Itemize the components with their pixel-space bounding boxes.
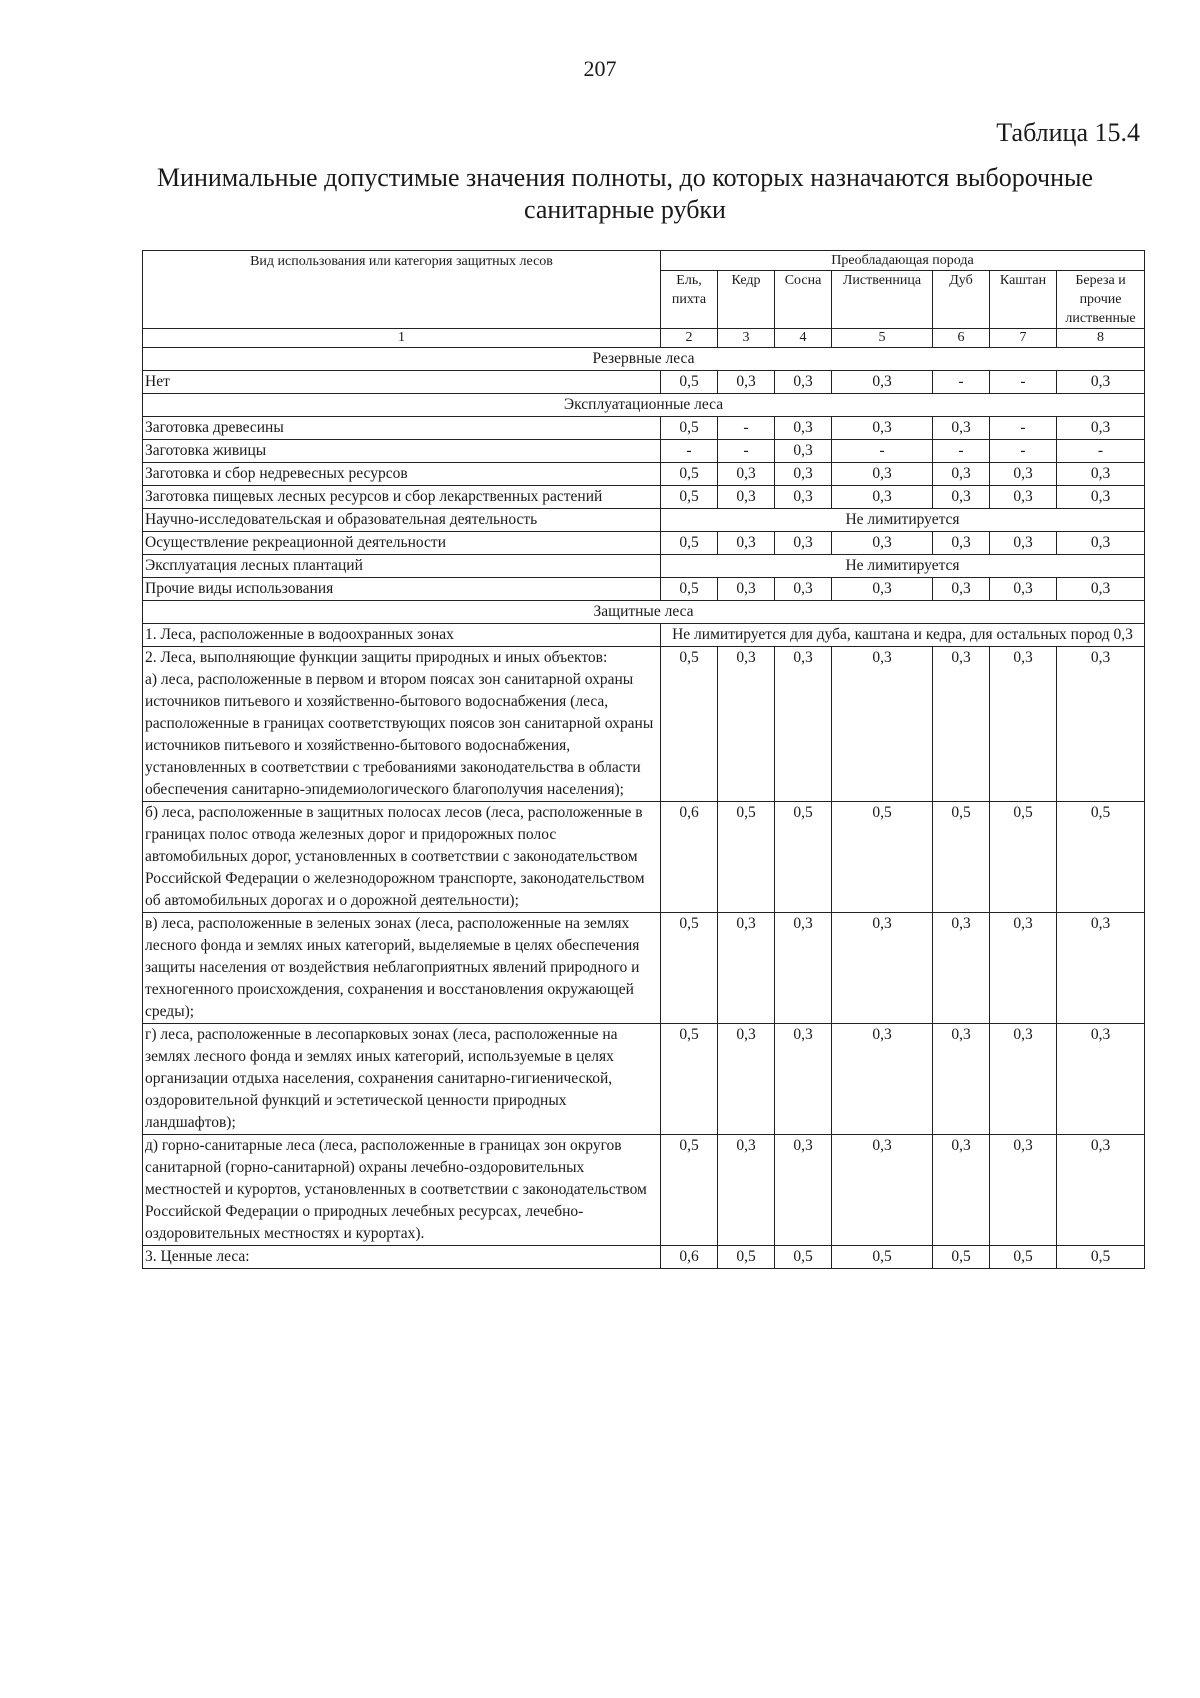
density-value-cell: 0,3	[775, 913, 832, 1024]
section-row	[143, 394, 1145, 417]
density-value-cell: 0,3	[832, 486, 933, 509]
density-value-cell: 0,5	[832, 1246, 933, 1269]
density-value-cell: 0,3	[775, 440, 832, 463]
header-usage-category: Вид использования или категория защитных лесов	[143, 251, 661, 329]
density-value-cell: 0,3	[1057, 417, 1145, 440]
density-value-cell: 0,3	[990, 532, 1057, 555]
row-name: 2. Леса, выполняющие функции защиты природных и иных объектов: а) леса, расположенные в первом и втором поясах зон санитарной охраны источников питьевого и хозяйственно-бытового водоснабжения (леса, расположенные в границах соответствующих поясов зон санитарной охраны источников питьевого и хозяйственно-бытового водоснабжения, установленных в соответствии с требованиями законодательства в области обеспечения санитарно-эпидемиологического благополучия населения);	[143, 647, 661, 802]
density-value-cell: -	[990, 417, 1057, 440]
row-name: Научно-исследовательская и образовательная деятельность	[143, 509, 661, 532]
row-name: б) леса, расположенные в защитных полосах лесов (леса, расположенные в границах полос отвода железных дорог и придорожных полос автомобильных дорог, установленных в соответствии с законодательством Российской Федерации о железнодорожном транспорте, законодательством об автомобильных дорогах и о дорожной деятельности);	[143, 802, 661, 913]
header-species-spruce-fir: Ель, пихта	[661, 271, 718, 329]
column-index: 6	[933, 329, 990, 348]
density-value-cell: 0,3	[933, 578, 990, 601]
density-value-cell: 0,3	[990, 486, 1057, 509]
density-value-cell: 0,3	[933, 913, 990, 1024]
column-index: 7	[990, 329, 1057, 348]
density-value-cell: 0,3	[718, 486, 775, 509]
column-index: 3	[718, 329, 775, 348]
row-name: г) леса, расположенные в лесопарковых зонах (леса, расположенные на землях лесного фонда и землях иных категорий, используемые в целях организации отдыха населения, сохранения санитарно-гигиенической, оздоровительной функций и эстетической ценности природных ландшафтов);	[143, 1024, 661, 1135]
row-name: Нет	[143, 371, 661, 394]
density-value-cell: -	[718, 440, 775, 463]
density-value-cell: 0,3	[832, 1024, 933, 1135]
row-name: Заготовка древесины	[143, 417, 661, 440]
density-value-cell: -	[933, 440, 990, 463]
density-value-cell: 0,3	[933, 647, 990, 802]
density-value-cell: 0,3	[775, 1135, 832, 1246]
row-merged-value: Не лимитируется	[661, 509, 1145, 532]
density-value-cell: 0,3	[775, 371, 832, 394]
density-value-cell: 0,3	[832, 1135, 933, 1246]
header-species-larch: Лиственница	[832, 271, 933, 329]
row-name: 1. Леса, расположенные в водоохранных зонах	[143, 624, 661, 647]
header-dominant-species: Преобладающая порода	[661, 251, 1145, 271]
density-value-cell: 0,3	[1057, 647, 1145, 802]
density-value-cell: 0,3	[990, 1024, 1057, 1135]
density-value-cell: 0,5	[718, 1246, 775, 1269]
column-index: 4	[775, 329, 832, 348]
density-value-cell: -	[661, 440, 718, 463]
density-value-cell: 0,5	[1057, 1246, 1145, 1269]
density-value-cell: 0,5	[990, 802, 1057, 913]
row-merged-value: Не лимитируется	[661, 555, 1145, 578]
density-value-cell: 0,5	[832, 802, 933, 913]
header-species-oak: Дуб	[933, 271, 990, 329]
density-value-cell: 0,3	[718, 578, 775, 601]
density-value-cell: 0,3	[990, 578, 1057, 601]
table-row	[143, 913, 1145, 1024]
density-value-cell: 0,3	[1057, 578, 1145, 601]
column-index: 1	[143, 329, 661, 348]
header-species-chestnut: Каштан	[990, 271, 1057, 329]
table-row	[143, 486, 1145, 509]
table-row	[143, 802, 1145, 913]
density-value-cell: 0,3	[933, 417, 990, 440]
density-value-cell: 0,3	[1057, 532, 1145, 555]
table-row	[143, 1135, 1145, 1246]
density-value-cell: 0,3	[933, 1135, 990, 1246]
density-value-cell: 0,5	[718, 802, 775, 913]
density-value-cell: 0,5	[661, 486, 718, 509]
density-value-cell: 0,3	[718, 532, 775, 555]
density-value-cell: 0,5	[661, 1135, 718, 1246]
density-value-cell: 0,3	[933, 486, 990, 509]
density-value-cell: 0,3	[1057, 463, 1145, 486]
density-value-cell: 0,5	[775, 802, 832, 913]
section-title: Эксплуатационные леса	[143, 394, 1145, 417]
row-name: Заготовка живицы	[143, 440, 661, 463]
density-value-cell: 0,3	[718, 913, 775, 1024]
density-value-cell: 0,5	[775, 1246, 832, 1269]
table-label: Таблица 15.4	[996, 118, 1140, 147]
density-value-cell: 0,3	[832, 417, 933, 440]
section-title: Резервные леса	[143, 348, 1145, 371]
density-value-cell: -	[933, 371, 990, 394]
row-merged-value: Не лимитируется для дуба, каштана и кедра, для остальных пород 0,3	[661, 624, 1145, 647]
density-value-cell: 0,5	[661, 463, 718, 486]
table-row	[143, 417, 1145, 440]
section-row	[143, 348, 1145, 371]
table-title: Минимальные допустимые значения полноты, до которых назначаются выборочные санитарные рубки	[156, 163, 1094, 224]
density-value-cell: 0,3	[718, 1135, 775, 1246]
row-name: Заготовка и сбор недревесных ресурсов	[143, 463, 661, 486]
section-row	[143, 601, 1145, 624]
density-value-cell: 0,5	[933, 802, 990, 913]
row-name: 3. Ценные леса:	[143, 1246, 661, 1269]
density-value-cell: -	[990, 440, 1057, 463]
density-value-cell: 0,3	[718, 647, 775, 802]
density-value-cell: 0,5	[661, 578, 718, 601]
table-row	[143, 624, 1145, 647]
page-number: 207	[583, 56, 617, 81]
density-value-cell: 0,3	[933, 1024, 990, 1135]
density-value-cell: -	[990, 371, 1057, 394]
table-row	[143, 371, 1145, 394]
table-row	[143, 440, 1145, 463]
density-value-cell: 0,3	[832, 371, 933, 394]
density-value-cell: 0,3	[718, 1024, 775, 1135]
column-index: 5	[832, 329, 933, 348]
row-name: Заготовка пищевых лесных ресурсов и сбор лекарственных растений	[143, 486, 661, 509]
density-value-cell: -	[718, 417, 775, 440]
column-index: 8	[1057, 329, 1145, 348]
density-value-cell: 0,3	[718, 371, 775, 394]
density-value-cell: 0,5	[661, 647, 718, 802]
density-value-cell: 0,3	[832, 913, 933, 1024]
density-value-cell: 0,3	[832, 463, 933, 486]
density-value-cell: 0,3	[775, 463, 832, 486]
density-value-cell: 0,5	[661, 1024, 718, 1135]
density-value-cell: 0,3	[775, 532, 832, 555]
table-row	[143, 647, 1145, 802]
density-value-cell: 0,5	[661, 913, 718, 1024]
header-species-pine: Сосна	[775, 271, 832, 329]
table-row	[143, 555, 1145, 578]
density-value-cell: 0,3	[933, 532, 990, 555]
density-value-cell: 0,6	[661, 802, 718, 913]
column-index: 2	[661, 329, 718, 348]
density-value-cell: 0,3	[775, 1024, 832, 1135]
table-row	[143, 1246, 1145, 1269]
density-value-cell: 0,6	[661, 1246, 718, 1269]
density-value-cell: 0,5	[990, 1246, 1057, 1269]
density-value-cell: 0,3	[1057, 371, 1145, 394]
table-row	[143, 532, 1145, 555]
density-value-cell: 0,3	[832, 532, 933, 555]
density-value-cell: -	[832, 440, 933, 463]
sanitary-felling-table	[142, 250, 1145, 1269]
density-value-cell: 0,3	[775, 647, 832, 802]
density-value-cell: 0,3	[832, 647, 933, 802]
density-value-cell: -	[1057, 440, 1145, 463]
density-value-cell: 0,3	[775, 486, 832, 509]
density-value-cell: 0,3	[990, 1135, 1057, 1246]
header-species-birch-other: Береза и прочие лиственные	[1057, 271, 1145, 329]
table-row	[143, 463, 1145, 486]
row-name: в) леса, расположенные в зеленых зонах (леса, расположенные на землях лесного фонда и землях иных категорий, выделяемые в целях обеспечения защиты населения от воздействия неблагоприятных явлений природного и техногенного происхождения, сохранения и восстановления окружающей среды);	[143, 913, 661, 1024]
table-row	[143, 578, 1145, 601]
density-value-cell: 0,3	[1057, 1024, 1145, 1135]
table-row	[143, 509, 1145, 532]
row-name: Осуществление рекреационной деятельности	[143, 532, 661, 555]
section-title: Защитные леса	[143, 601, 1145, 624]
row-name: д) горно-санитарные леса (леса, расположенные в границах зон округов санитарной (горно-санитарной) охраны лечебно-оздоровительных местностей и курортов, установленных в соответствии с законодательством Российской Федерации о природных лечебных ресурсах, лечебно- оздоровительных местностях и курортах).	[143, 1135, 661, 1246]
density-value-cell: 0,3	[718, 463, 775, 486]
density-value-cell: 0,3	[990, 647, 1057, 802]
table-row	[143, 1024, 1145, 1135]
density-value-cell: 0,5	[1057, 802, 1145, 913]
density-value-cell: 0,5	[661, 417, 718, 440]
header-species-cedar: Кедр	[718, 271, 775, 329]
row-name: Эксплуатация лесных плантаций	[143, 555, 661, 578]
density-value-cell: 0,3	[1057, 1135, 1145, 1246]
density-value-cell: 0,3	[990, 463, 1057, 486]
density-value-cell: 0,3	[990, 913, 1057, 1024]
density-value-cell: 0,3	[775, 417, 832, 440]
density-value-cell: 0,3	[1057, 486, 1145, 509]
density-value-cell: 0,3	[1057, 913, 1145, 1024]
density-value-cell: 0,5	[661, 532, 718, 555]
row-name: Прочие виды использования	[143, 578, 661, 601]
density-value-cell: 0,5	[933, 1246, 990, 1269]
density-value-cell: 0,3	[832, 578, 933, 601]
density-value-cell: 0,3	[933, 463, 990, 486]
density-value-cell: 0,3	[775, 578, 832, 601]
density-value-cell: 0,5	[661, 371, 718, 394]
